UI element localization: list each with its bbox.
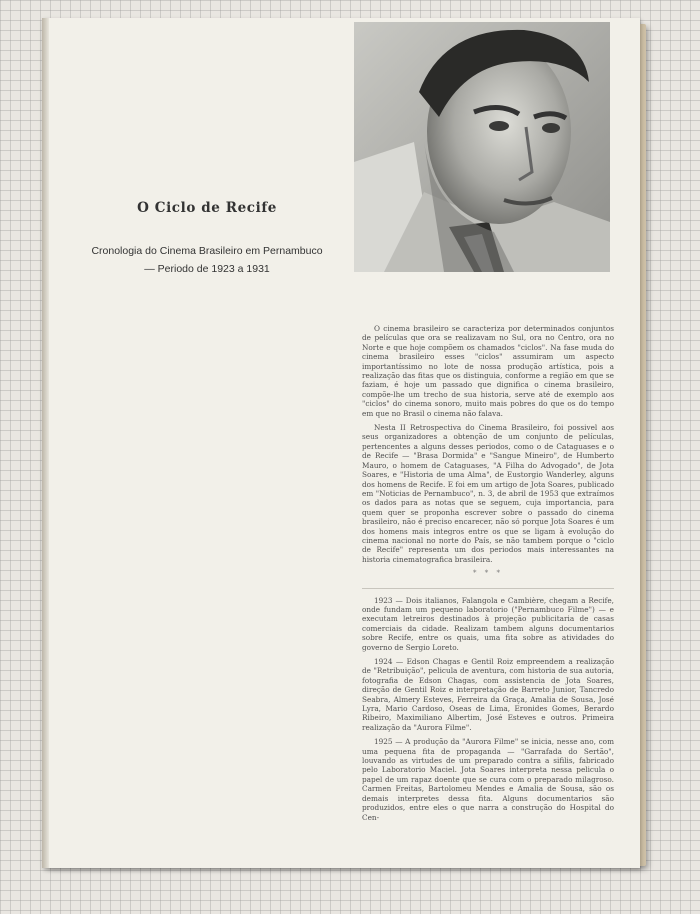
section-separator: * * *: [473, 569, 503, 578]
body-text-column: [362, 324, 614, 827]
chronology-entry-1923: 1923 — Dois italianos, Falangola e Cambière, chegam a Recife, onde fundam um pequeno laboratorio ("Pernambuco Filme") — e executam letreiros destinados à projeção publicitaria de casas comerciais da cidade. Realizam tambem alguns documentarios sobre Recife, entre os quais, uma fita sobre as atividades do governo de Sergio Loreto.: [362, 595, 614, 652]
chronology-entry-1924: 1924 — Edson Chagas e Gentil Roiz empreendem a realização de "Retribuição", pelicula de aventura, com historia de sua autoria, fotografia de Edson Chagas, com assistencia de Jota Soares, direção de Gentil Roiz e interpretação de Barreto Junior, Tancredo Seabra, Almery Esteves, Ferreira da Graça, Amalia de Sousa, José Lyra, Mario Cardoso, Oseas de Lima, Eronides Gomes, Berardo Ribeiro, Maximiliano Albertim, José Esteves e outros. Primeira realização da "Aurora Filme".: [362, 657, 614, 732]
portrait-icon: [354, 22, 610, 272]
intro-paragraph: Nesta II Retrospectiva do Cinema Brasileiro, foi possivel aos seus organizadores a obtenção de um conjunto de películas, pertencentes a alguns desses periodos, como o de Cataguases e o de Recife — "Brasa Dormida" e "Sangue Mineiro", de Humberto Mauro, o homem de Cataguases, "A Filha do Advogado", de Jota Soares, e "Historia de uma Alma", de Eustorgio Wanderley, alguns dos homens de Recife. E foi em um artigo de Jota Soares, publicado em "Noticias de Pernambuco", n. 3, de abril de 1953 que extraímos os dados para as notas que se seguem, cuja importancia, para quem quer se proponha escrever sobre o passado do cinema brasileiro, não é preciso encarecer, não só porque Jota Soares é um dos homens mais integros entre os que se ligam à evolução do cinema nacional no norte do País, se não tambem porque o "ciclo de Recife" representa um dos periodos mais interessantes na historia cinematografica brasileira.: [362, 423, 614, 564]
subtitle-line-2: — Periodo de 1923 a 1931: [144, 263, 270, 275]
document-page: [42, 18, 640, 868]
portrait-photo: [354, 22, 610, 272]
divider: [362, 588, 614, 589]
chronology-entry-1925: 1925 — A produção da "Aurora Filme" se inicia, nesse ano, com uma pequena fita de propaganda — "Garrafada do Sertão", louvando as virtudes de um preparado contra a sifilis, fabricado pelo Laboratorio Maciel. Jota Soares interpreta nessa pelicula o papel de um rapaz doente que se cura com o preparado milagroso. Carmen Freitas, Bartolomeu Mendes e Amalia de Sousa, são os demais interpretes dessa fita. Alguns documentarios são produzidos, entre eles o que narra a construção do Hospital do Cen-: [362, 737, 614, 822]
intro-paragraph: O cinema brasileiro se caracteriza por determinados conjuntos de películas que ora se realizavam no Sul, ora no Centro, ora no Norte e que hoje compõem os chamados "ciclos". Na fase muda do cinema brasileiro esses "ciclos" assumiram um aspecto importantíssimo no lote de nossa produção artística, pois a realização das fitas que os distinguia, conforme a região em que se faziam, é hoje um passado que dignifica o cinema brasileiro, compõe-lhe um trecho de sua historia, serve até de exemplo aos "ciclos" do cinema sonoro, muito mais pobres do que os do tempo em que no Brasil o cinema não falava.: [362, 324, 614, 418]
article-title: O Ciclo de Recife: [137, 200, 277, 216]
page-spine: [42, 18, 49, 868]
article-subtitle: [72, 242, 342, 278]
subtitle-line-1: Cronologia do Cinema Brasileiro em Pernambuco: [91, 245, 323, 257]
